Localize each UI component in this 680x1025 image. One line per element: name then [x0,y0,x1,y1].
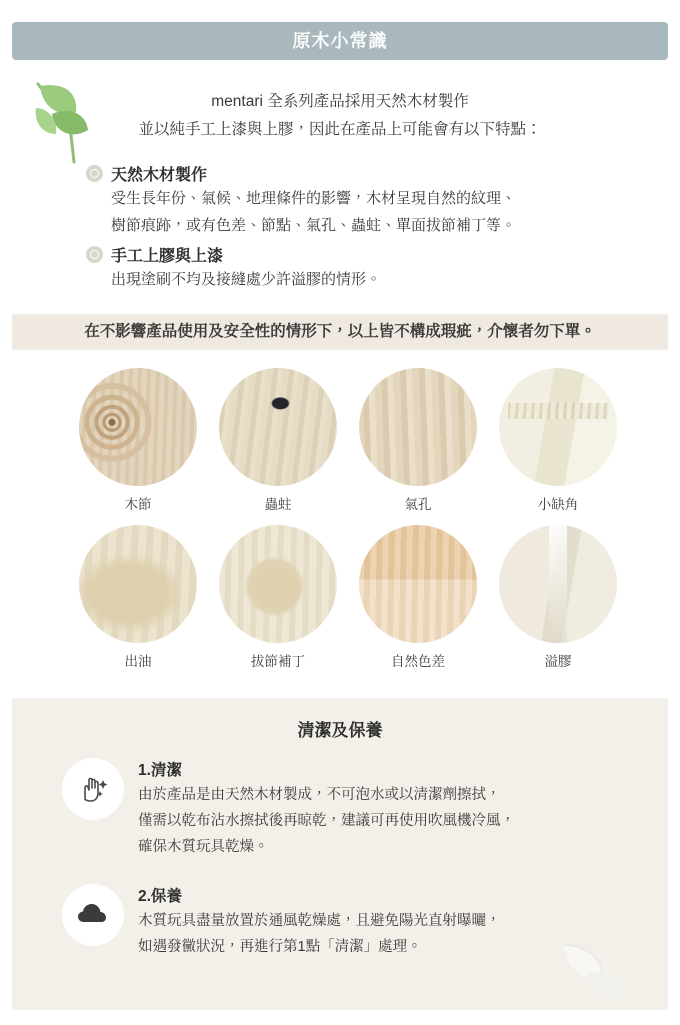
care-body-line: 確保木質玩具乾燥。 [138,839,269,855]
feature-title: 天然木材製作 [111,167,208,184]
feature-list [86,162,626,297]
feature-body-line: 出現塗刷不均及接縫處少許溢膠的情形。 [111,271,382,288]
care-body-line: 僅需以乾布沾水擦拭後再晾乾，建議可再使用吹風機冷風， [138,813,515,829]
page-title: 原木小常識 [292,31,388,51]
care-title: 清潔及保養 [297,721,383,740]
sample-label: 拔節補丁 [251,654,305,669]
notice-text: 在不影響產品使用及安全性的情形下，以上皆不構成瑕疵，介懷者勿下單。 [84,323,596,340]
care-item-maintenance [62,884,618,960]
sample-grid [78,368,618,682]
intro-line-1: mentari 全系列產品採用天然木材製作 [211,93,469,110]
wormhole-swatch [219,368,337,486]
sample-label: 氣孔 [404,497,432,512]
intro-text [0,88,680,144]
hand-wipe-icon [62,758,124,820]
cloud-icon [62,884,124,946]
bullet-circle-icon [86,165,103,182]
care-text [138,884,618,960]
sample-item [498,368,618,513]
sample-label: 木節 [124,497,152,512]
sample-label: 出油 [124,654,152,669]
wood-knot-swatch [79,368,197,486]
sample-item [498,525,618,670]
small-chip-swatch [499,368,617,486]
care-heading: 2.保養 [138,888,182,905]
feature-body-line: 受生長年份、氣候、地理條件的影響，木材呈現自然的紋理、 [111,190,517,207]
sample-label: 溢膠 [544,654,572,669]
sample-label: 蟲蛀 [264,497,292,512]
knot-patch-swatch [219,525,337,643]
feature-item [86,162,626,239]
sample-row [78,368,618,513]
care-item-cleaning [62,758,618,860]
feature-body [111,185,626,239]
care-heading: 1.清潔 [138,762,182,779]
care-body-line: 木質玩具盡量放置於通風乾燥處，且避免陽光直射曝曬， [138,913,501,929]
intro-line-2: 並以純手工上漆與上膠，因此在產品上可能會有以下特點： [138,121,542,138]
bullet-circle-icon [86,246,103,263]
sample-label: 自然色差 [391,654,445,669]
sample-label: 小缺角 [537,497,579,512]
care-text [138,758,618,860]
sample-item [218,368,338,513]
feature-body [111,266,626,293]
sample-item [358,525,478,670]
notice-band [12,314,668,350]
sample-item [78,525,198,670]
care-body [138,908,618,960]
leaf-icon [558,939,644,1019]
air-pore-swatch [359,368,477,486]
feature-heading [86,243,626,266]
sample-row [78,525,618,670]
sample-item [358,368,478,513]
color-variation-swatch [359,525,477,643]
care-body-line: 由於產品是由天然木材製成，不可泡水或以清潔劑擦拭， [138,787,501,803]
header-bar [12,22,668,60]
feature-heading [86,162,626,185]
glue-overflow-swatch [499,525,617,643]
care-body [138,782,618,860]
feature-body-line: 樹節痕跡，或有色差、節點、氣孔、蟲蛀、單面拔節補丁等。 [111,217,517,234]
resin-bleed-swatch [79,525,197,643]
sample-item [78,368,198,513]
feature-title: 手工上膠與上漆 [111,248,224,265]
care-body-line: 如遇發黴狀況，再進行第1點「清潔」處理。 [138,939,422,955]
feature-item [86,243,626,293]
sample-item [218,525,338,670]
